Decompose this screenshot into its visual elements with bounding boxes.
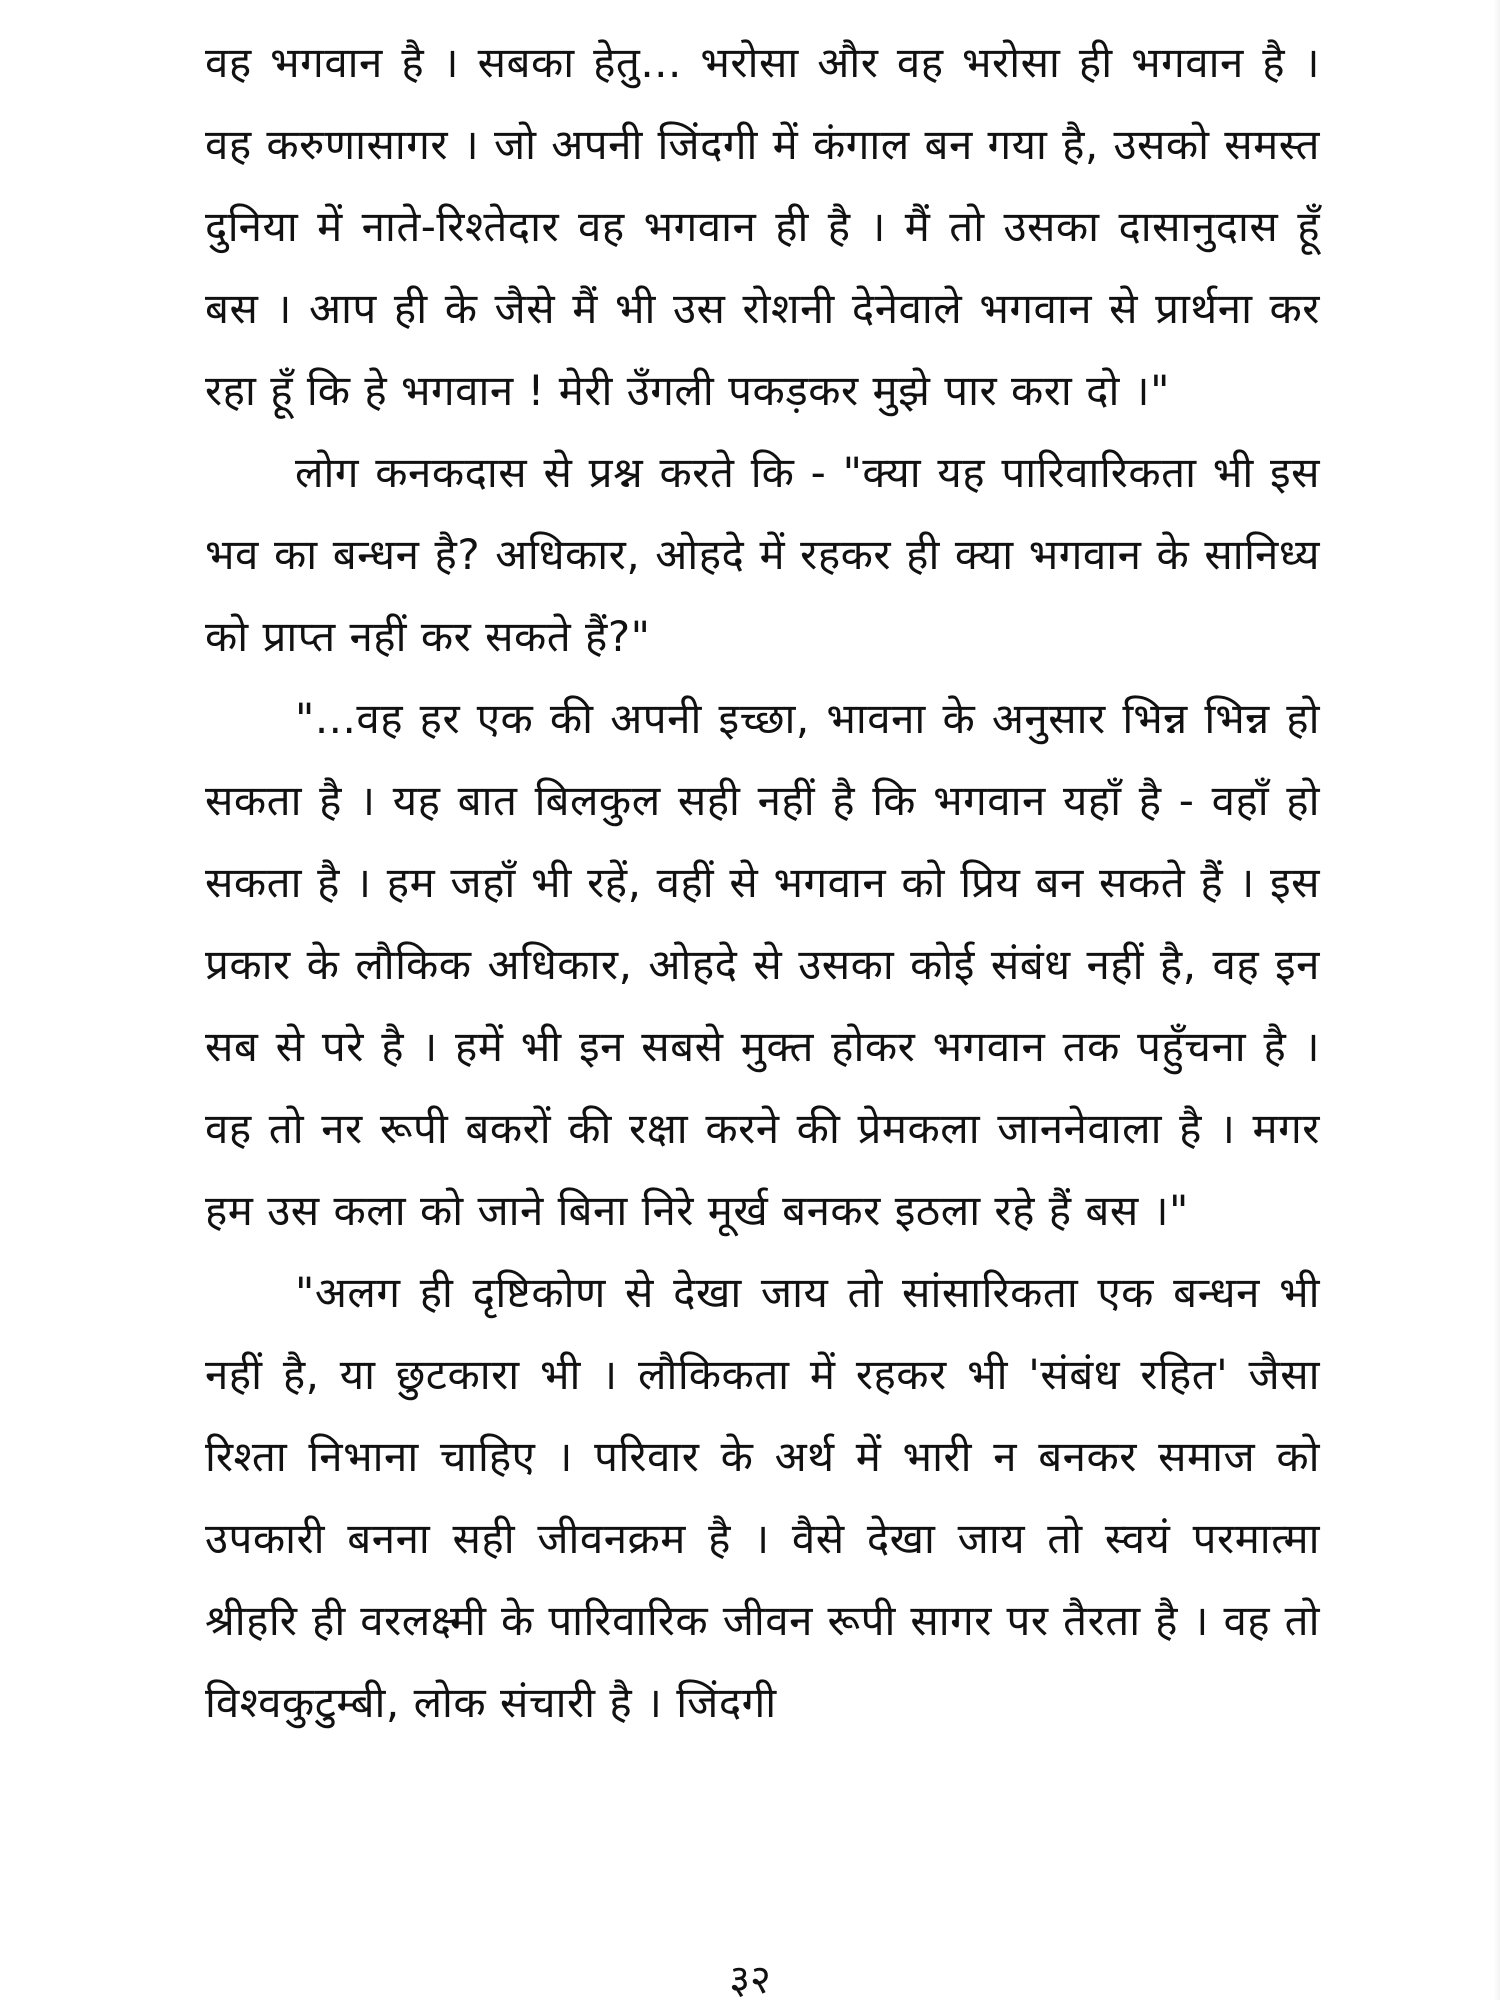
body-text — [205, 22, 1320, 1744]
page-number: ३२ — [729, 1957, 771, 2003]
paragraph-2: लोग कनकदास से प्रश्न करते कि - "क्या यह पारिवारिकता भी इस भव का बन्धन है? अधिकार, ओहदे में रहकर ही क्या भगवान के सानिध्य को प्राप्त नहीं कर सकते हैं?" — [205, 448, 1320, 661]
paragraph-4: "अलग ही दृष्टिकोण से देखा जाय तो सांसारिकता एक बन्धन भी नहीं है, या छुटकारा भी । लौकिकता में रहकर भी 'संबंध रहित' जैसा रिश्ता निभाना चाहिए । परिवार के अर्थ में भारी न बनकर समाज को उपकारी बनना सही जीवनक्रम है । वैसे देखा जाय तो स्वयं परमात्मा श्रीहरि ही वरलक्ष्मी के पारिवारिक जीवन रूपी सागर पर तैरता है । वह तो विश्वकुटुम्बी, लोक संचारी है । जिंदगी — [205, 1268, 1320, 1727]
page-edge — [1494, 0, 1500, 2000]
paragraph-3: "...वह हर एक की अपनी इच्छा, भावना के अनुसार भिन्न भिन्न हो सकता है । यह बात बिलकुल सही नहीं है कि भगवान यहाँ है - वहाँ हो सकता है । हम जहाँ भी रहें, वहीं से भगवान को प्रिय बन सकते हैं । इस प्रकार के लौकिक अधिकार, ओहदे से उसका कोई संबंध नहीं है, वह इन सब से परे है । हमें भी इन सबसे मुक्त होकर भगवान तक पहुँचना है । वह तो नर रूपी बकरों की रक्षा करने की प्रेमकला जाननेवाला है । मगर हम उस कला को जाने बिना निरे मूर्ख बनकर इठला रहे हैं बस ।" — [205, 694, 1320, 1235]
paragraph-1: वह भगवान है । सबका हेतु... भरोसा और वह भरोसा ही भगवान है । वह करुणासागर । जो अपनी जिंदगी में कंगाल बन गया है, उसको समस्त दुनिया में नाते-रिश्तेदार वह भगवान ही है । मैं तो उसका दासानुदास हूँ बस । आप ही के जैसे मैं भी उस रोशनी देनेवाले भगवान से प्रार्थना कर रहा हूँ कि हे भगवान ! मेरी उँगली पकड़कर मुझे पार करा दो ।" — [205, 38, 1320, 415]
